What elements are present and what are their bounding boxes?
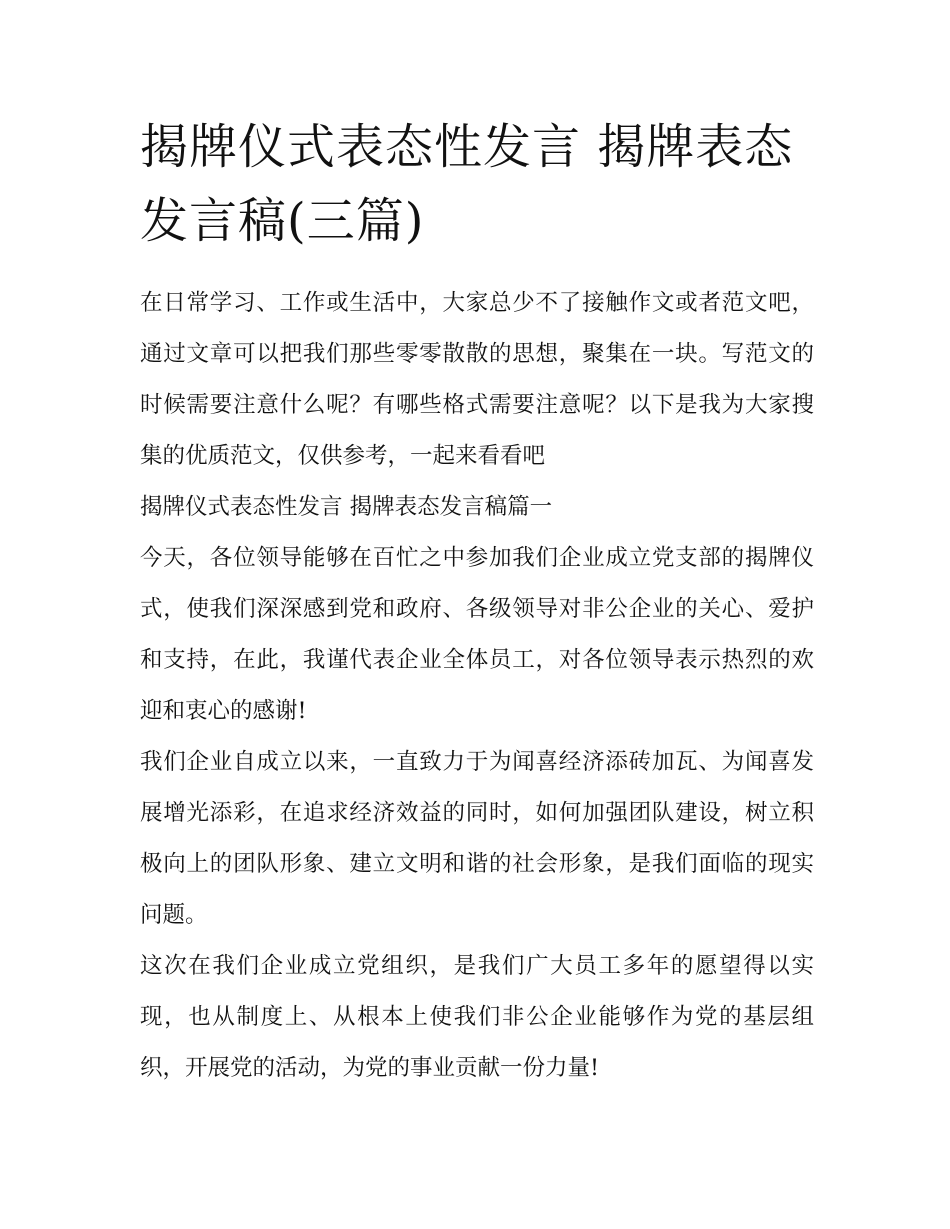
document-title: 揭牌仪式表态性发言 揭牌表态发言稿(三篇)	[140, 119, 794, 249]
body-paragraph: 今天，各位领导能够在百忙之中参加我们企业成立党支部的揭牌仪式，使我们深深感到党和政府、各级领导对非公企业的关心、爱护和支持，在此，我谨代表企业全体员工，对各位领导表示热烈的欢迎和衷心的感谢!	[140, 545, 814, 724]
document-content	[140, 110, 814, 1094]
intro-paragraph: 在日常学习、工作或生活中，大家总少不了接触作文或者范文吧，通过文章可以把我们那些零零散散的思想，聚集在一块。写范文的时候需要注意什么呢？有哪些格式需要注意呢？以下是我为大家搜集的优质范文，仅供参考，一起来看看吧	[140, 290, 814, 469]
document-body	[140, 278, 814, 1094]
body-paragraph: 这次在我们企业成立党组织，是我们广大员工多年的愿望得以实现，也从制度上、从根本上使我们非公企业能够作为党的基层组织，开展党的活动，为党的事业贡献一份力量!	[140, 953, 814, 1081]
section-heading: 揭牌仪式表态性发言 揭牌表态发言稿篇一	[140, 494, 553, 520]
body-paragraph: 我们企业自成立以来，一直致力于为闻喜经济添砖加瓦、为闻喜发展增光添彩，在追求经济效益的同时，如何加强团队建设，树立积极向上的团队形象、建立文明和谐的社会形象，是我们面临的现实问题。	[140, 749, 814, 928]
